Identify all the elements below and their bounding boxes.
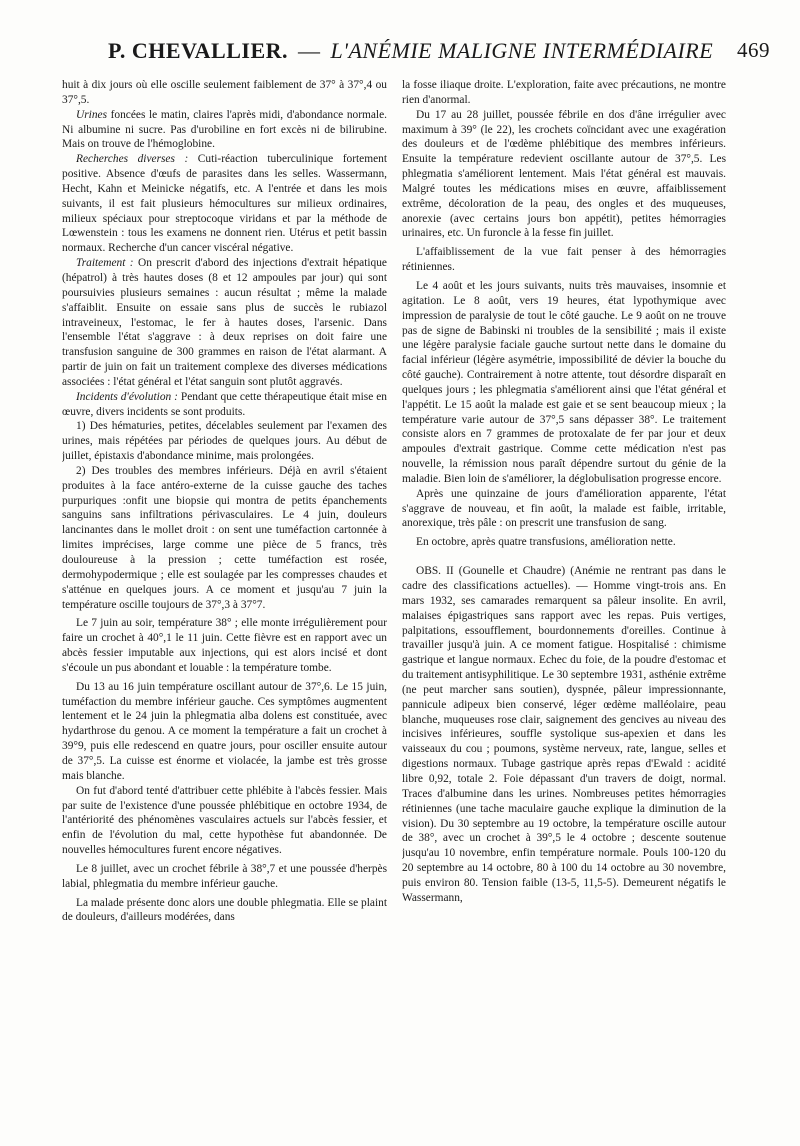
paragraph-4-aout: Le 4 août et les jours suivants, nuits très mauvaises, insomnie et agitation. Le 8 août, vers 19 heures, état lypothymique avec impression de paralysie de tout le côté gauche. Le 9 août on ne trouve pas de signe de Babinski ni troubles de la sensibilité ; mais il existe une légère paralysie faciale gauche surtout nette dans le domaine du facial inférieur (légère asymétrie, impossibilité de dévier la bouche du côté gauche). Contrairement à notre attente, tout désordre disparaît en quelques jours ; les phlegmatia s'améliorent ainsi que l'état général et l'appétit. Le 15 août la malade est gaie et se sent beaucoup mieux ; la température varie autour de 37°,5 sans dépasser 38°. Le traitement consiste alors en 7 grammes de protoxalate de fer par jour et deux ampoules d'extrait gastrique. Comme cette médication n'est pas nouvelle, la rémission nous paraît dépendre surtout du génie de la maladie. Bien loin de s'améliorer, la déglobulisation progresse encore. — [402, 279, 726, 485]
right-column — [402, 78, 726, 1108]
paragraph-incidents — [62, 390, 387, 420]
paragraph-octobre: En octobre, après quatre transfusions, amélioration nette. — [416, 536, 676, 549]
paragraph-17-28-juillet: Du 17 au 28 juillet, poussée fébrile en dos d'âne irrégulier avec maximum à 39° (le 22), les crochets coïncidant avec une exagération des douleurs et de l'œdème phlébitique des membres inférieurs. Ensuite la température redevient oscillante autour de 37°,5. Les phlegmatia s'améliorent lentement. Mais l'état général est mauvais. Malgré toutes les médications mises en œuvre, affaiblissement extrême, décoloration de la peau, des ongles et des muqueuses, anorexie (avec certains jours bon appétit), petites hémorragies urinaires, etc. Un furoncle à la fesse fin juillet. — [402, 108, 726, 240]
paragraph-fosse-iliaque: la fosse iliaque droite. L'exploration, faite avec précautions, ne montre rien d'anormal. — [402, 79, 726, 106]
paragraph-traitement — [62, 256, 387, 390]
header-title: L'ANÉMIE MALIGNE INTERMÉDIAIRE — [330, 38, 714, 63]
paragraph-recherches — [62, 152, 387, 256]
paragraph-lead-recherches: Recherches diverses : — [76, 153, 189, 166]
paragraph-temperature-continuation: huit à dix jours où elle oscille seulement faiblement de 37° à 37°,4 ou 37°,5. — [62, 79, 387, 106]
paragraph-affaiblissement-vue: L'affaiblissement de la vue fait penser à des hémorragies rétiniennes. — [402, 246, 726, 274]
paragraph-text-recherches: Cuti-réaction tuberculinique fortement positive. Absence d'œufs de parasites dans les selles. Wassermann, Hecht, Kahn et Meinicke négatifs, etc. A l'entrée et dans les mois suivants, il est fait plusieurs hémocultures sur milieux ordinaires, milieux spéciaux pour streptocoque viridans et par la méthode de Lœwenstein : tous les examens ne donnent rien. Utérus et petit bassin normaux. Recherche d'un cancer viscéral négative. — [62, 153, 387, 255]
paragraph-phlebite: On fut d'abord tenté d'attribuer cette phlébite à l'abcès fessier. Mais par suite de l'existence d'une poussée phlébitique en octobre 1934, de l'antériorité des phénomènes vasculaires actuels sur l'abcès fessier, et enfin de l'évolution du mal, cette hypothèse fut abandonnée. De nouvelles hémocultures furent encore négatives. — [62, 784, 387, 857]
paragraph-troubles-membres: 2) Des troubles des membres inférieurs. Déjà en avril s'étaient produites à la face antéro-externe de la cuisse gauche des taches purpuriques :onfit une biopsie qui montra de petits épanchements sanguins sans infiltrations périvasculaires. Le 4 juin, douleurs lancinantes dans le mollet droit : on sent une tuméfaction cartonnée à limites imprécises, large comme une pièce de 5 francs, très douloureuse à la pression ; cette tuméfaction est rosée, dermohypodermique ; elle est soulagée par les compresses chaudes et s'atténue en quelques jours. A ce moment et jusqu'au 7 juin la température oscille toujours de 37°,3 à 37°7. — [62, 464, 387, 611]
paragraph-13-16-juin: Du 13 au 16 juin température oscillant autour de 37°,6. Le 15 juin, tuméfaction du membre inférieur gauche. Ces symptômes augmentent lentement et le 24 juin la phlegmatia alba dolens est constituée, avec hydarthrose du genou. A ce moment la température a fait un crochet à 39°9, puis elle redescend en quatre jours, pour osciller ensuite autour de 37°,5. La cuisse est énorme et violacée, la jambe est très grosse mais blanche. — [62, 680, 387, 782]
header-separator: — — [298, 38, 321, 63]
header-author: P. CHEVALLIER. — [108, 38, 289, 63]
paragraph-urines — [62, 108, 387, 153]
paragraph-text-urines: foncées le matin, claires l'après midi, d'abondance normale. Ni albumine ni sucre. Pas d'urobiline en fort excès ni de bilirubine. Mais on trouve de l'hémoglobine. — [62, 108, 387, 151]
paragraph-lead-incidents: Incidents d'évolution : — [76, 390, 178, 403]
paragraph-8-juillet: Le 8 juillet, avec un crochet fébrile à 38°,7 et une poussée d'herpès labial, phlegmatia du membre inférieur gauche. — [62, 862, 387, 890]
paragraph-obs-ii: OBS. II (Gounelle et Chaudre) (Anémie ne rentrant pas dans le cadre des classifications actuelles). — Homme vingt-trois ans. En mars 1932, ses camarades remarquent sa pâleur insolite. En avril, malaises épigastriques sans rapport avec les repas. Puis vertiges, palpitations, essoufflement, bourdonnements d'oreilles. Continue à travailler jusqu'à juin. A ce moment fatigue. Hospitalisé : chimisme gastrique et langue normaux. Echec du foie, de la poudre d'estomac et du traitement antisyphilitique. Le 30 septembre 1931, asthénie extrême (ne peut marcher sans soutien), dyspnée, pâleur impressionnante, pannicule adipeux bien conservé, léger œdème malléolaire, peau blanche, muqueuses rose clair, saignement des gencives au niveau des incisives inférieures, souffle systolique sus-apexien et dans les vaisseaux du cou ; poumons, système nerveux, rate, langue, selles et digestions normaux. Tubage gastrique après repas d'Ewald : acidité libre 0,92, totale 2. Foie dépassant d'un travers de doigt, normal. Traces d'albumine dans les urines. Nombreuses petites hémorragies rétiniennes (une tache maculaire gauche explique la diminution de la vision). Du 30 septembre au 19 octobre, la température oscille autour de 38°, avec un crochet à 39°,5 le 4 octobre ; descente soutenue jusqu'au 10 novembre, enfin température normale. Pouls 100-120 du 20 septembre au 14 octobre, 80 à 100 du 14 octobre au 30 novembre, puis environ 80. Tension faible (13-5, 11,5-5). Demeurent négatifs le Wassermann, — [402, 565, 726, 904]
paragraph-7-juin: Le 7 juin au soir, température 38° ; elle monte irrégulièrement pour faire un crochet à 40°,1 le 11 juin. Cette fièvre est en rapport avec un abcès fessier imputable aux injections, qui est alors incisé et dont s'écoule un pus abondant et louable : la température tombe. — [62, 617, 387, 674]
running-header — [108, 38, 770, 72]
page-number: 469 — [737, 38, 770, 62]
paragraph-text-traitement: On prescrit d'abord des injections d'extrait hépatique (hépatrol) à très hautes doses (8 et 12 ampoules par jour) qui sont poursuivies plusieurs semaines : aucun résultat ; même la malade s'affaiblit. Ensuite on essaie sans plus de succès le rubiazol intraveineux, l'estomac, le fer à hautes doses, l'arsenic. Dans l'ensemble l'état s'aggrave : à deux reprises on doit faire une transfusion sanguine de 300 grammes en raison de l'état alarmant. A partir de juin on fait un traitement complexe des diverses médications associées : l'état général et l'état sanguin sont plutôt aggravés. — [62, 257, 387, 388]
paragraph-lead-urines: Urines — [76, 108, 108, 121]
paragraph-double-phlegmatia: La malade présente donc alors une double phlegmatia. Elle se plaint de douleurs, d'ailleurs modérées, dans — [62, 896, 387, 924]
left-column — [62, 78, 387, 1108]
paragraph-quinzaine: Après une quinzaine de jours d'amélioration apparente, l'état s'aggrave de nouveau, et fin août, la malade est faible, irritable, anorexique, très pâle : on prescrit une transfusion de sang. — [402, 487, 726, 530]
paragraph-lead-traitement: Traitement : — [76, 257, 134, 270]
paragraph-hematuries: 1) Des hématuries, petites, décelables seulement par l'examen des urines, mais répétées par périodes de quelques jours. Au début de juillet, épistaxis d'abondance minime, mais prolongées. — [62, 420, 387, 463]
paragraph-text-incidents: Pendant que cette thérapeutique était mise en œuvre, divers incidents se sont produits. — [62, 390, 387, 418]
